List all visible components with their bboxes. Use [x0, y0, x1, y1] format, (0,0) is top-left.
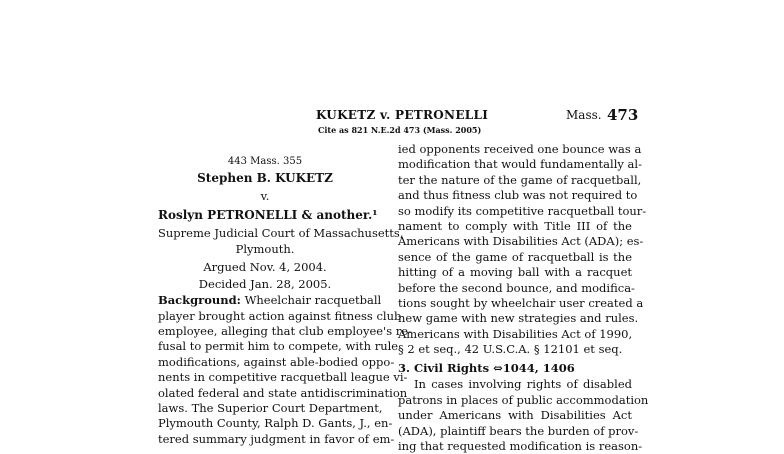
text-line: player brought action against fitness club [158, 308, 402, 323]
text-line: ied opponents received one bounce was a [398, 142, 642, 156]
text-line: nament to comply with Title III of the [398, 218, 632, 233]
text-line: before the second bounce, and modifica- [398, 280, 635, 295]
left-column [158, 155, 412, 447]
text-line: ing that requested modification is reason- [398, 439, 643, 454]
text-line: under Americans with Disabilities Act [398, 408, 632, 423]
rule-paragraph [398, 377, 649, 454]
text-line: employee, alleging that club employee's re- [158, 323, 412, 338]
argued-date: Argued Nov. 4, 2004. [203, 260, 327, 275]
text-line: sence of the game of racquetball is the [398, 249, 632, 264]
right-column [398, 142, 649, 454]
text-line: patrons in places of public accommodation [398, 392, 649, 407]
text-line: modification that would fundamentally al- [398, 157, 642, 172]
text-line: In cases involving rights of disabled [414, 377, 632, 392]
headnote-heading: 3. Civil Rights ⇔1044, 1406 [398, 361, 575, 376]
text-line: modifications, against able-bodied oppo- [158, 354, 395, 369]
holding-paragraph [398, 142, 647, 357]
background-paragraph [158, 308, 412, 448]
court-name-line1: Supreme Judicial Court of Massachusetts, [158, 226, 404, 241]
plaintiff-name: Stephen B. KUKETZ [197, 171, 333, 186]
background-first-line [158, 293, 382, 308]
defendant-name: Roslyn PETRONELLI & another.¹ [158, 208, 378, 223]
text-line: Plymouth County, Ralph D. Gants, J., en- [158, 416, 393, 431]
text-line: nents in competitive racquetball league vi- [158, 370, 408, 385]
citation-line: Cite as 821 N.E.2d 473 (Mass. 2005) [318, 125, 482, 135]
text-line: laws. The Superior Court Department, [158, 400, 383, 415]
versus: v. [260, 189, 270, 204]
text-line: tions sought by wheelchair user created a [398, 295, 644, 310]
background-first-text: Wheelchair racquetball [244, 293, 382, 308]
text-line: (ADA), plaintiff bears the burden of prov- [398, 423, 639, 438]
text-line: hitting of a moving ball with a racquet [398, 265, 632, 280]
text-line: fusal to permit him to compete, with rule [158, 339, 399, 354]
background-label: Background: [158, 293, 241, 308]
text-line: Americans with Disabilities Act (ADA); es- [398, 234, 644, 249]
text-line: so modify its competitive racquetball tour- [398, 203, 647, 218]
page-number: 473 [607, 106, 639, 124]
running-header-title: KUKETZ v. PETRONELLI [316, 108, 489, 122]
text-line: ter the nature of the game of racquetball, [398, 172, 642, 187]
text-line: Americans with Disabilities Act of 1990, [398, 326, 633, 341]
text-line: olated federal and state antidiscrimination [158, 385, 408, 400]
text-line: new game with new strategies and rules. [398, 311, 639, 326]
volume-citation: 443 Mass. 355 [227, 156, 303, 167]
reporter-abbreviation: Mass. [566, 108, 602, 122]
text-line: tered summary judgment in favor of em- [158, 431, 395, 446]
decided-date: Decided Jan. 28, 2005. [198, 277, 332, 292]
text-line: and thus fitness club was not required to [398, 188, 638, 203]
court-name-line2: Plymouth. [235, 242, 295, 257]
text-line: § 2 et seq., 42 U.S.C.A. § 12101 et seq. [398, 342, 623, 357]
